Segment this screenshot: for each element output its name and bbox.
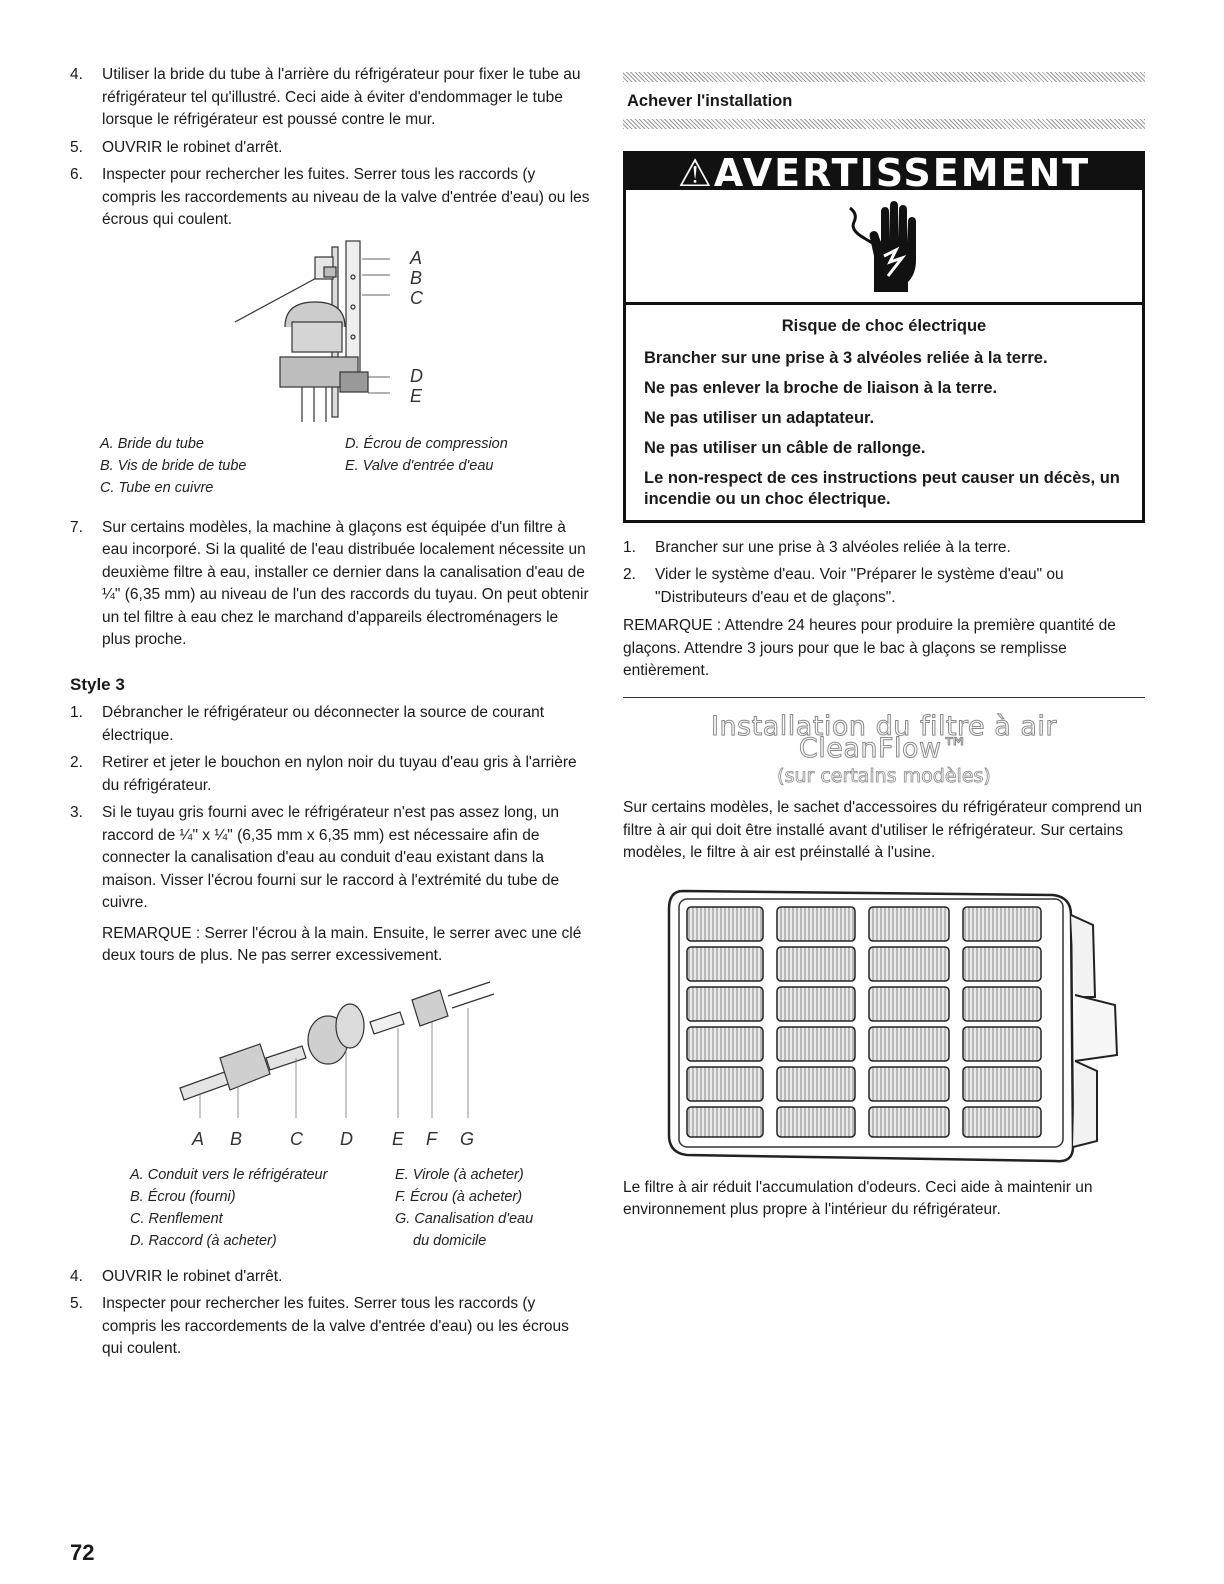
cleanflow-paragraph: Sur certains modèles, le sachet d'accessoires du réfrigérateur comprend un filtre à air qui doit être installé avant d'utiliser le réfrigérateur. Sur certains modèles, le filtre à air est préinstallé à l'usine.	[623, 799, 1143, 861]
caption-item: B. Vis de bride de tube	[100, 457, 247, 474]
warning-line: Ne pas utiliser un adaptateur.	[644, 408, 875, 427]
caption-item: E. Virole (à acheter)	[395, 1166, 524, 1183]
list-item	[70, 164, 590, 232]
list-item	[70, 517, 590, 652]
figure-caption	[70, 433, 590, 499]
figure-letter: E	[410, 385, 423, 406]
fittings-letters	[70, 1128, 590, 1154]
list-number: 7.	[70, 518, 83, 536]
warning-body	[626, 305, 1142, 520]
section-title: Achever l'installation	[627, 92, 793, 110]
caption-item: A. Bride du tube	[100, 435, 204, 452]
list-number: 1.	[623, 538, 636, 556]
list-text: Sur certains modèles, la machine à glaçons est équipée d'un filtre à eau incorporé. Si la qualité de l'eau distribuée localement nécessite un deuxième filtre à eau, installer ce dernier dans la canalisation d'eau de ¼" (6,35 mm) au niveau de l'un des raccords du tuyau. On peut obtenir un tel filtre à eau chez le marchand d'appareils électroménagers le plus proche.	[102, 518, 589, 648]
list-number: 5.	[70, 1295, 83, 1312]
steps-list-right	[623, 537, 1145, 610]
list-text: Débrancher le réfrigérateur ou déconnecter la source de courant électrique.	[102, 704, 545, 744]
caption-item: D. Écrou de compression	[345, 435, 508, 452]
warning-box	[623, 151, 1145, 523]
list-text: Inspecter pour rechercher les fuites. Serrer tous les raccords (y compris les raccordements au niveau de la valve d'entrée d'eau) ou les écrous qui coulent.	[102, 166, 590, 228]
caption-item: du domicile	[413, 1232, 487, 1249]
list-text: OUVRIR le robinet d'arrêt.	[102, 138, 283, 156]
list-text: Vider le système d'eau. Voir "Préparer le système d'eau" ou "Distributeurs d'eau et de glaçons".	[655, 566, 1064, 606]
section-rule	[623, 72, 1145, 82]
warning-line: Ne pas utiliser un câble de rallonge.	[644, 438, 926, 457]
figure-letter: E	[392, 1128, 405, 1149]
warning-title: AVERTISSEMENT	[713, 150, 1091, 195]
filter-paragraph: Le filtre à air réduit l'accumulation d'odeurs. Ceci aide à maintenir un environnement plus propre à l'intérieur du réfrigérateur.	[623, 1178, 1093, 1218]
list-number: 4.	[70, 66, 83, 83]
list-number: 3.	[70, 804, 83, 821]
figure-letter: B	[410, 267, 423, 288]
list-text: Brancher sur une prise à 3 alvéoles reliée à la terre.	[655, 538, 1011, 556]
warning-triangle-icon: ⚠	[677, 150, 714, 195]
water-fittings-figure	[70, 978, 590, 1128]
caption-item: F. Écrou (à acheter)	[395, 1188, 523, 1205]
figure-letter: C	[410, 287, 423, 308]
list-item	[70, 802, 590, 915]
figure-caption	[70, 1164, 590, 1252]
figure-letter: D	[340, 1128, 353, 1149]
list-number: 4.	[70, 1267, 83, 1285]
list-item	[70, 137, 590, 160]
figure-letter: D	[410, 365, 423, 386]
caption-item: C. Tube en cuivre	[100, 479, 214, 496]
section-divider	[623, 697, 1145, 698]
list-item	[70, 702, 590, 747]
figure-letter: A	[410, 247, 423, 268]
list-number: 5.	[70, 138, 83, 156]
caption-item: C. Renflement	[130, 1210, 223, 1227]
list-number: 2.	[70, 754, 83, 771]
list-item	[70, 1293, 590, 1361]
steps-list-c	[70, 1266, 590, 1361]
figure-letter: A	[192, 1128, 205, 1149]
note-text: REMARQUE : Serrer l'écrou à la main. Ensuite, le serrer avec une clé deux tours de plus. Ne pas serrer excessivement.	[102, 924, 582, 964]
figure-letter: B	[230, 1128, 243, 1149]
list-text: Retirer et jeter le bouchon en nylon noir du tuyau d'eau gris à l'arrière du réfrigérateur.	[102, 754, 577, 794]
warning-subtitle: Risque de choc électrique	[781, 317, 987, 335]
water-valve-figure	[70, 237, 590, 427]
note-text: REMARQUE : Attendre 24 heures pour produire la première quantité de glaçons. Attendre 3 jours pour que le bac à glaçons se remplisse entièrement.	[623, 617, 1116, 679]
figure-letter: G	[460, 1128, 475, 1149]
list-number: 1.	[70, 704, 83, 721]
list-text: Inspecter pour rechercher les fuites. Serrer tous les raccords (y compris les raccordements de la valve d'entrée d'eau) ou les écrous qui coulent.	[102, 1295, 569, 1357]
figure-letter: F	[426, 1128, 437, 1149]
caption-item: G. Canalisation d'eau	[395, 1210, 534, 1227]
list-item	[70, 752, 590, 797]
air-filter-illustration	[623, 885, 1145, 1165]
steps-list-a	[70, 64, 590, 232]
list-text: OUVRIR le robinet d'arrêt.	[102, 1267, 283, 1285]
cleanflow-subtitle: (sur certains modèles)	[777, 764, 991, 787]
air-filter-figure	[623, 885, 1145, 1165]
caption-item	[345, 477, 590, 499]
caption-item: B. Écrou (fourni)	[130, 1188, 236, 1205]
water-valve-illustration	[70, 237, 590, 427]
electric-shock-hand-icon	[844, 198, 924, 294]
warning-line: Ne pas enlever la broche de liaison à la terre.	[644, 378, 998, 397]
list-item	[70, 1266, 590, 1289]
list-item	[623, 564, 1145, 609]
left-column	[70, 64, 590, 1366]
figure-letter: C	[290, 1128, 303, 1149]
page-number: 72	[70, 1540, 95, 1565]
list-number: 6.	[70, 166, 83, 183]
right-column	[623, 72, 1145, 1222]
water-fittings-illustration	[70, 978, 590, 1128]
caption-item: E. Valve d'entrée d'eau	[345, 457, 494, 474]
warning-consequence: Le non-respect de ces instructions peut causer un décès, un incendie ou un choc électrique.	[644, 468, 1120, 508]
list-item	[70, 64, 590, 132]
list-text: Si le tuyau gris fourni avec le réfrigérateur n'est pas assez long, un raccord de ¼" x ¼" (6,35 mm x 6,35 mm) est nécessaire afin de connecter la canalisation d'eau au conduit d'eau existant dans la maison. Visser l'écrou fourni sur le raccord à l'extrémité du tube de cuivre.	[102, 804, 560, 911]
caption-item: D. Raccord (à acheter)	[130, 1232, 277, 1249]
caption-item: A. Conduit vers le réfrigérateur	[130, 1166, 328, 1183]
cleanflow-title: Installation du filtre à air CleanFlow™	[710, 710, 1058, 764]
section-rule	[623, 119, 1145, 129]
steps-list-b	[70, 702, 590, 915]
list-number: 2.	[623, 566, 636, 583]
warning-pictogram	[626, 190, 1142, 305]
list-item	[623, 537, 1145, 560]
section-heading: Style 3	[70, 674, 125, 694]
warning-header	[626, 150, 1142, 195]
list-text: Utiliser la bride du tube à l'arrière du réfrigérateur pour fixer le tube au réfrigérateur tel qu'illustré. Ceci aide à éviter d'endommager le tube lorsque le réfrigérateur est poussé contre le mur.	[102, 66, 581, 128]
warning-line: Brancher sur une prise à 3 alvéoles reliée à la terre.	[644, 348, 1048, 367]
